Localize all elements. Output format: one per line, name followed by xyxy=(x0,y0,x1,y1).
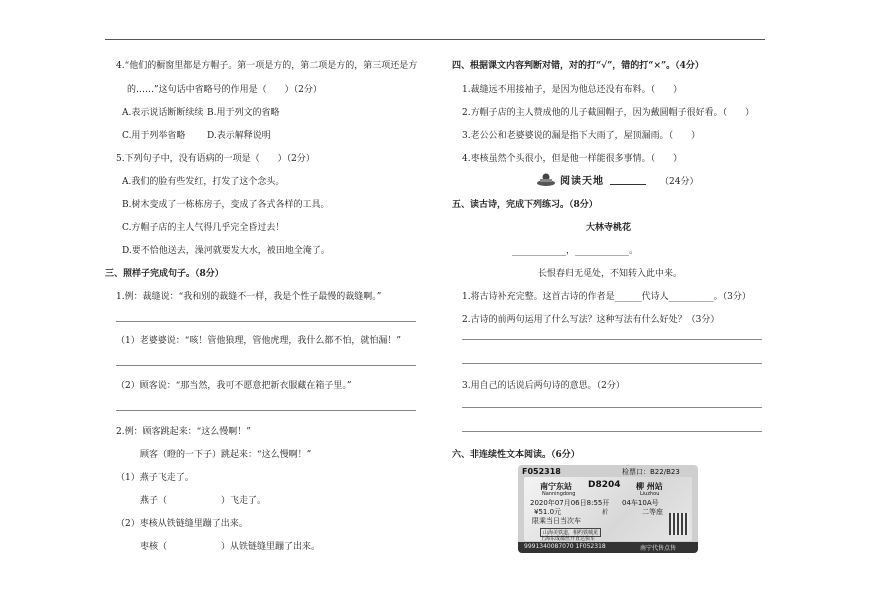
s5-q2: 2.古诗的前两句运用了什么写法？这种写法有什么好处？（3分） xyxy=(462,315,720,325)
s4-item1[interactable]: 1.裁缝远不用接袖子，是因为他总还没有布料。（ ） xyxy=(462,85,683,95)
s3-prompt3-fill[interactable]: 燕子（ ）飞走了。 xyxy=(140,496,267,506)
poem-title: 大林寺桃花 xyxy=(586,223,632,233)
section6-title: 六、非连续性文本阅读。（6分） xyxy=(452,450,580,460)
s3-prompt4-fill[interactable]: 枣核（ ）从铁链缝里蹦了出来。 xyxy=(140,542,321,552)
s3-example2b: 顾客（瞪的一下子）跳起来：“这么慢啊！” xyxy=(140,450,312,460)
section4-title: 四、根据课文内容判断对错，对的打“√”，错的打“×”。（4分） xyxy=(452,61,704,71)
s3-prompt1: （1）老婆婆说：“咳！管他狼理，管他虎理，我什么都不怕，就怕漏！” xyxy=(116,336,401,346)
q5-option-c[interactable]: C.方帽子店的主人气得几乎完全昏过去！ xyxy=(122,223,285,233)
ticket-from: 南宁东站 xyxy=(540,482,572,491)
answer-line[interactable] xyxy=(462,339,762,340)
s3-example1: 1.例：裁缝说：“我和别的裁缝不一样，我是个性子最慢的裁缝啊。” xyxy=(116,292,382,302)
header-rule xyxy=(105,39,765,40)
reader-icon xyxy=(536,172,556,186)
ticket-to-pinyin: Liuzhou xyxy=(640,491,660,497)
ticket-from-pinyin: Nanningdong xyxy=(542,491,576,497)
answer-line[interactable] xyxy=(462,407,762,408)
q4-line2: 的……”这句话中省略号的作用是（ ）（2分） xyxy=(127,85,322,95)
ticket-discount: 折 xyxy=(602,509,609,516)
ticket-note: 限乘当日当次车 xyxy=(532,517,581,525)
q4-line1: 4.“他们的橱窗里都是方帽子。第一项是方的，第二项是方的，第三项还是方 xyxy=(116,61,418,71)
s4-item4[interactable]: 4.枣核虽然个头很小，但是他一样能很多事情。（ ） xyxy=(462,154,683,164)
q5-option-d[interactable]: D.要不恰他送去，澡河就要发大水，被田地全淹了。 xyxy=(122,246,330,256)
section5-title: 五、读古诗，完成下列练习。（8分） xyxy=(452,200,598,210)
ticket-seat: 04车10A号 xyxy=(622,499,659,507)
ticket-note3: 上海东成都丝开直达快车 xyxy=(540,536,596,542)
q5-option-a[interactable]: A.我们的脸有些发红，打发了这个念头。 xyxy=(122,177,285,187)
train-ticket xyxy=(518,465,698,553)
ticket-check-gate: 检票口：B22/B23 xyxy=(622,468,680,476)
ticket-to: 柳 州站 xyxy=(636,482,663,491)
s5-q1[interactable]: 1.将古诗补充完整。这首古诗的作者是______代诗人__________。（3分） xyxy=(462,292,751,302)
answer-line[interactable] xyxy=(462,431,762,432)
s3-prompt4: （2）枣核从铁链缝里蹦了出来。 xyxy=(116,519,248,529)
answer-line[interactable] xyxy=(462,363,762,364)
answer-line[interactable] xyxy=(116,410,416,411)
ticket-class: 二等座 xyxy=(642,508,663,516)
q5-stem: 5.下列句子中，没有语病的一项是（ ）（2分） xyxy=(116,154,315,164)
ticket-price: ¥51.0元 xyxy=(534,508,562,516)
answer-line[interactable] xyxy=(116,365,416,366)
ticket-office: 南宁代售点售 xyxy=(640,545,677,552)
ticket-serial: F052318 xyxy=(522,467,561,476)
ticket-date: 2020年07月06日8:55开 xyxy=(530,499,610,507)
ticket-note2: 山海美铁道，相约铁城见 xyxy=(540,528,601,537)
s4-item3[interactable]: 3.老公公和老婆婆说的漏是指下大雨了，屋顶漏雨。（ ） xyxy=(462,131,701,141)
ticket-footer-code: 9991340087070 1F052318 xyxy=(524,543,606,550)
reading-badge-label: 阅读天地 xyxy=(560,176,604,187)
reading-score: （24分） xyxy=(660,177,699,187)
s4-item2[interactable]: 2.方帽子店的主人赞成他的儿子截圆帽子，因为戴圆帽子很好看。（ ） xyxy=(462,108,755,118)
ticket-train: D8204 xyxy=(588,480,621,490)
s3-example2: 2.例：顾客跳起来：“这么慢啊！” xyxy=(116,427,251,437)
s3-prompt3: （1）燕子飞走了。 xyxy=(116,473,194,483)
q4-option-b[interactable]: B.用于列文的省略 xyxy=(207,108,280,118)
section3-title: 三、照样子完成句子。（8分） xyxy=(105,269,224,279)
q4-option-a[interactable]: A.表示说话断断续续 xyxy=(122,108,204,118)
s3-prompt2: （2）顾客说：“那当然，我可不愿意把新衣服藏在箱子里。” xyxy=(116,381,352,391)
poem-blank-line[interactable]: ____________，____________。 xyxy=(512,246,639,256)
q5-option-b[interactable]: B.树木变成了一栋栋房子，变成了各式各样的工具。 xyxy=(122,200,330,210)
s5-q3: 3.用自己的话说后两句诗的意思。（2分） xyxy=(462,381,625,391)
poem-line2: 长恨春归无觅处，不知转入此中来。 xyxy=(538,269,683,279)
q4-option-d[interactable]: D.表示解释说明 xyxy=(207,131,271,141)
answer-line[interactable] xyxy=(116,321,416,322)
reading-section-badge xyxy=(536,172,646,186)
q4-option-c[interactable]: C.用于列举省略 xyxy=(122,131,186,141)
qr-code-icon xyxy=(669,513,689,535)
